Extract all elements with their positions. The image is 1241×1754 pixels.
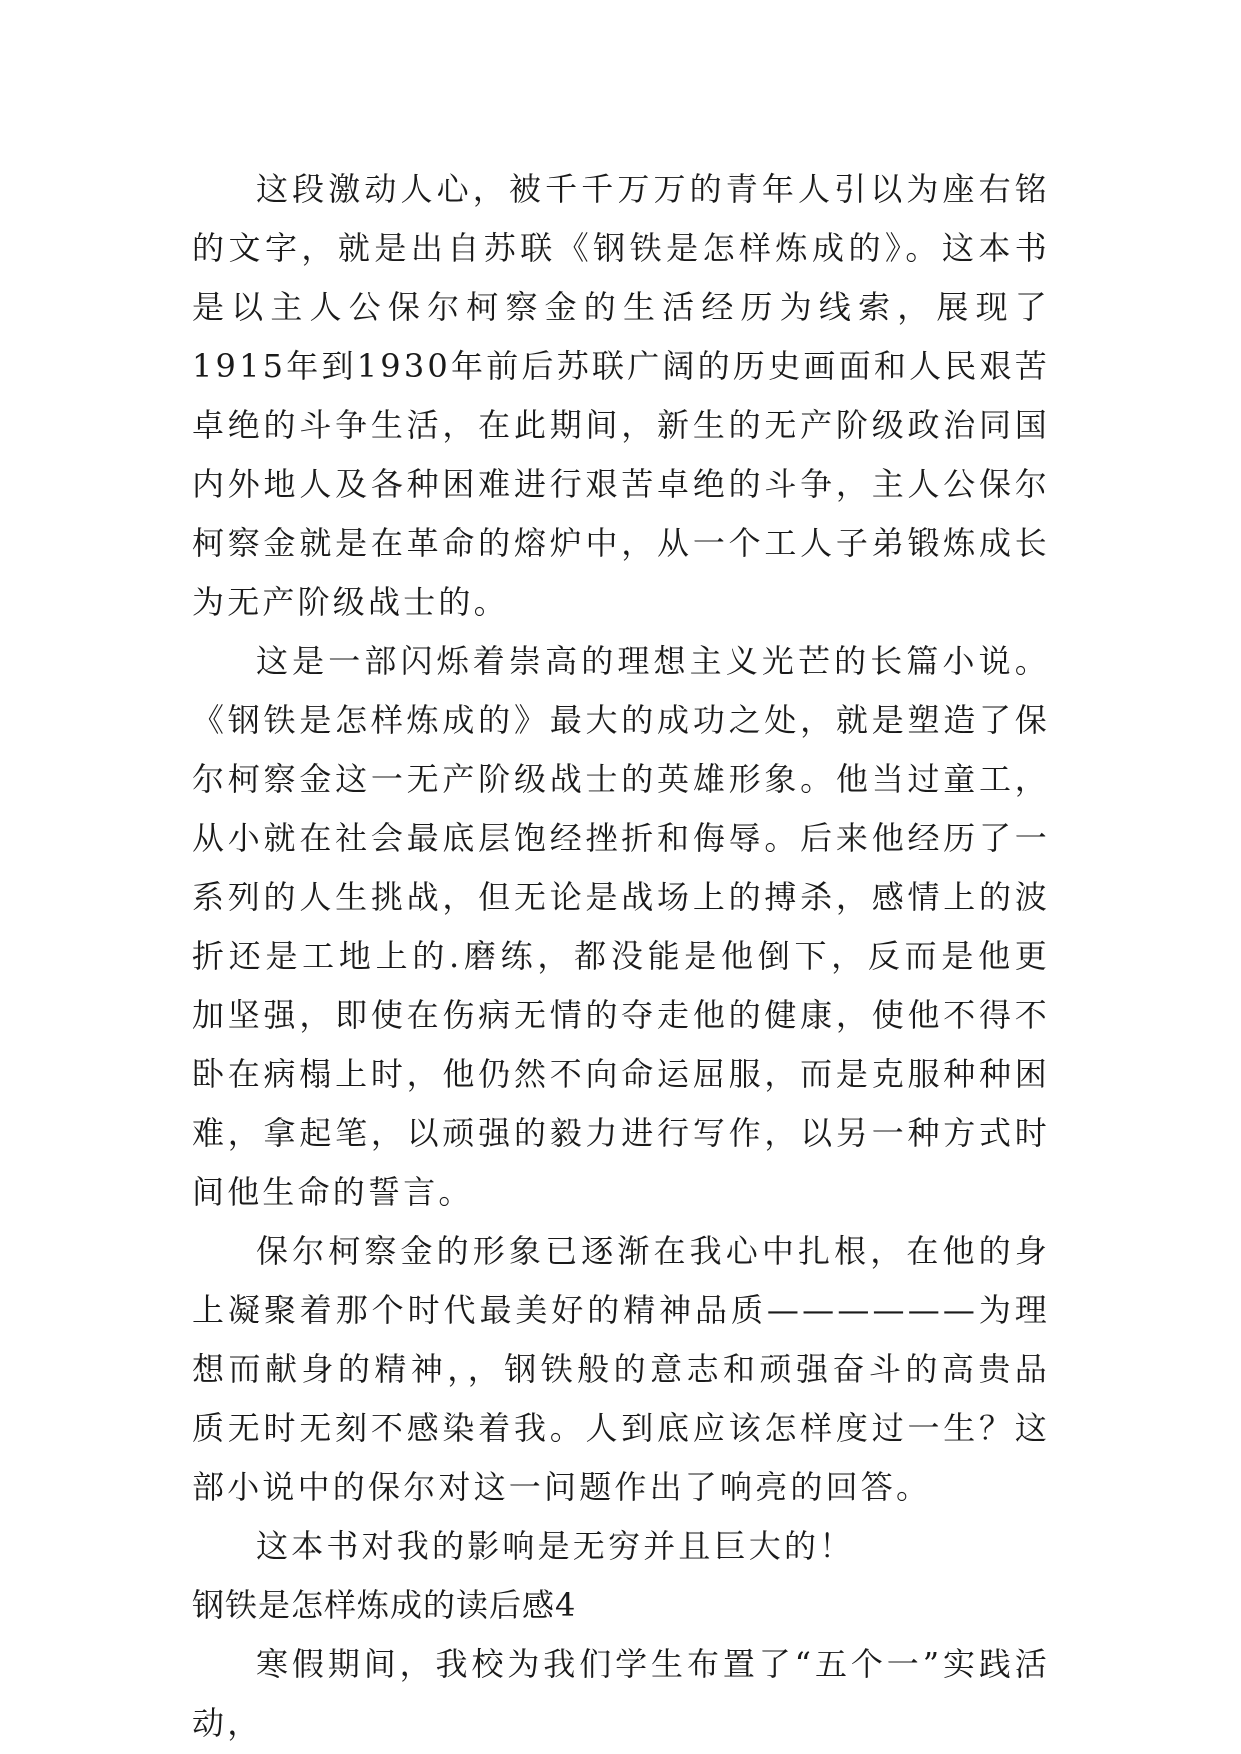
paragraph-2: 这是一部闪烁着崇高的理想主义光芒的长篇小说。《钢铁是怎样炼成的》最大的成功之处，就是塑造了保尔柯察金这一无产阶级战士的英雄形象。他当过童工，从小就在社会最底层饱经挫折和侮辱。后来他经历了一系列的人生挑战，但无论是战场上的搏杀，感情上的波折还是工地上的.磨练，都没能是他倒下，反而是他更加坚强，即使在伤病无情的夺走他的健康，使他不得不卧在病榻上时，他仍然不向命运屈服，而是克服种种困难，拿起笔，以顽强的毅力进行写作，以另一种方式时间他生命的誓言。 [192,642,1050,1211]
document-body [192,160,1050,1753]
paragraph-4: 这本书对我的影响是无穷并且巨大的！ [256,1527,855,1565]
paragraph-5: 寒假期间，我校为我们学生布置了“五个一”实践活动， [192,1645,1050,1742]
paragraph-1: 这段激动人心，被千千万万的青年人引以为座右铭的文字，就是出自苏联《钢铁是怎样炼成的》。这本书是以主人公保尔柯察金的生活经历为线索，展现了1915年到1930年前后苏联广阔的历史画面和人民艰苦卓绝的斗争生活，在此期间，新生的无产阶级政治同国内外地人及各种困难进行艰苦卓绝的斗争，主人公保尔柯察金就是在革命的熔炉中，从一个工人子弟锻炼成长为无产阶级战士的。 [192,170,1050,621]
paragraph-3: 保尔柯察金的形象已逐渐在我心中扎根，在他的身上凝聚着那个时代最美好的精神品质——————为理想而献身的精神，，钢铁般的意志和顽强奋斗的高贵品质无时无刻不感染着我。人到底应该怎样度过一生？这部小说中的保尔对这一问题作出了响亮的回答。 [192,1232,1050,1506]
section-title: 钢铁是怎样炼成的读后感4 [192,1586,577,1624]
